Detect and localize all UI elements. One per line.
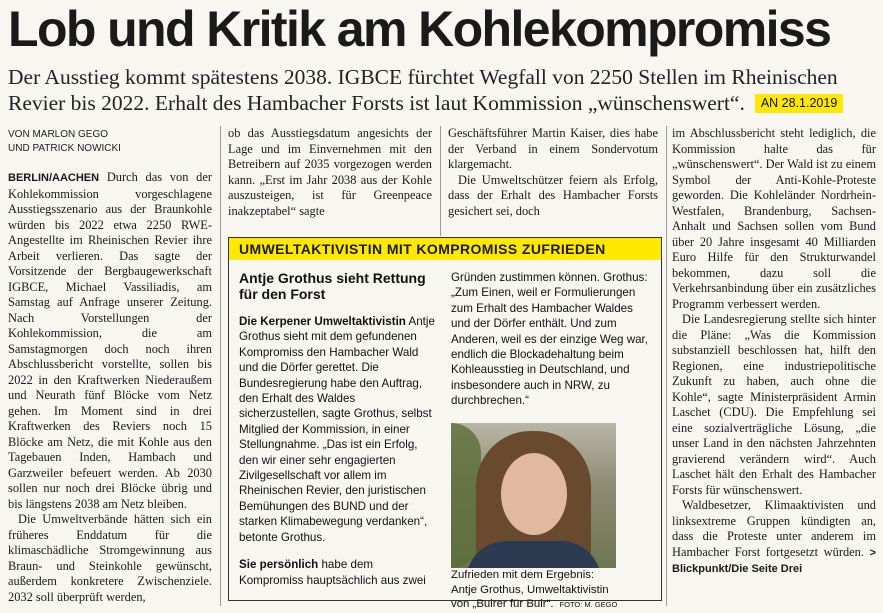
article-column-2 bbox=[228, 126, 432, 222]
paragraph-text: Durch das von der Kohlekommission vorgeschlagene Ausstiegsszenario aus der Braunkohle würden bis 2022 etwa 2250 RWE-Angestellte im Rheinischen Revier ihre Arbeit verlieren. Das sagte der Vorsitzende der Bergbaugewerkschaft IGBCE, Michael Vassiliadis, am Samstag auf Anfrage unserer Zeitung. Nach Vorstellungen der Kohlekommission, die am Samstagmorgen doch noch ihren Abschlussbericht vorstellte, sollen bis 2022 in den Kraftwerken Niederaußem und Neurath fünf Blöcke vom Netz gehen. Im Moment sind in drei Kraftwerken des Reviers noch 15 Blöcke am Netz, die mit Kohle aus den Tagebauen Inden, Hambach und Garzweiler befeuert werden. Ab 2030 sollen nur noch drei Blöcke übrig und bis längstens 2038 am Netz bleiben. bbox=[8, 170, 212, 511]
portrait-photo bbox=[451, 423, 616, 568]
box-lead: Die Kerpener Umweltaktivistin bbox=[239, 315, 406, 328]
column-rule bbox=[220, 126, 221, 606]
subhead-text: Der Ausstieg kommt spätestens 2038. IGBCE fürchtet Wegfall von 2250 Stellen im Rheinischen Revier bis 2022. Erhalt des Hambacher Forsts ist laut Kommission „wünschenswert“. bbox=[8, 65, 838, 115]
caption-line bbox=[451, 597, 651, 613]
caption-line: Antje Grothus, Umweltaktivistin bbox=[451, 583, 609, 596]
box-text: habe dem Kompromiss hauptsächlich aus zwei bbox=[239, 558, 426, 587]
date-tag: AN 28.1.2019 bbox=[755, 94, 843, 113]
column-rule bbox=[666, 126, 667, 606]
byline bbox=[8, 128, 208, 156]
sidebar-box bbox=[228, 237, 662, 610]
byline-author-2: UND PATRICK NOWICKI bbox=[8, 143, 121, 154]
box-paragraph bbox=[239, 314, 437, 545]
article-paragraph: Die Umweltverbände hätten sich ein früheres Enddatum für die klimaschädliche Stromgewinnung aus Braun- und Steinkohle gewünscht, außerdem konkretere Zwischenziele. 2032 soll überprüft werden, bbox=[8, 512, 212, 604]
article-paragraph: ob das Ausstiegsdatum angesichts der Lage und im Einvernehmen mit den Betreibern auf 2035 vorgezogen werden kann. „Erst im Jahr 2038 aus der Kohle auszusteigen, ist für Greenpeace inakzeptabel“ sagte bbox=[228, 126, 432, 218]
byline-author-1: VON MARLON GEGO bbox=[8, 129, 109, 140]
article-paragraph: Die Umweltschützer feiern als Erfolg, dass der Erhalt des Hambacher Forsts gesichert sei, doch bbox=[448, 172, 658, 218]
box-column-right bbox=[451, 270, 651, 420]
article-paragraph bbox=[8, 170, 212, 512]
headline: Lob und Kritik am Kohlekompromiss bbox=[8, 1, 831, 57]
box-text: Antje Grothus sieht mit dem gefundenen Kompromiss den Hambacher Wald und die Dörfer gerettet. Die Bundesregierung habe den Auftrag, den Erhalt des Waldes sicherzustellen, sagte Grothus, selbst Mitglied der Kommission, in einer Stellungnahme. „Das ist ein Erfolg, den wir einer sehr engagierten Zivilgesellschaft vor allem im Rheinischen Revier, den juristischen Bemühungen des BUND und der starken Klimabewegung verdanken“, betonte Grothus. bbox=[239, 315, 435, 544]
dateline: BERLIN/AACHEN bbox=[8, 172, 100, 184]
caption-line: Zufrieden mit dem Ergebnis: bbox=[451, 569, 595, 581]
photo-caption bbox=[451, 568, 651, 613]
article-column-1 bbox=[8, 170, 212, 605]
cross-reference: > Blickpunkt/Die Seite Drei bbox=[672, 546, 876, 575]
article-column-3 bbox=[448, 126, 658, 222]
article-paragraph bbox=[672, 498, 876, 578]
subhead bbox=[8, 64, 880, 116]
caption-text: von „Buirer für Buir“. bbox=[451, 598, 554, 610]
article-paragraph: im Abschlussbericht steht lediglich, die Kommission halte das für „wünschenswert“. Der Wald ist zu einem Symbol der Anti-Kohle-Proteste geworden. Die Kohleländer Nordrhein-Westfalen, Brandenburg, Sachsen-Anhalt und Sachsen sollen vom Bund über 20 Jahre insgesamt 40 Milliarden Euro Hilfe für den Strukturwandel bekommen, dazu soll die Verkehrsanbindung über ein zusätzliches Programm verbessert werden. bbox=[672, 126, 876, 311]
article-column-4 bbox=[672, 126, 876, 606]
column-rule bbox=[440, 126, 441, 236]
article-paragraph: Geschäftsführer Martin Kaiser, dies habe der Verband in einem Sondervotum klargemacht. bbox=[448, 126, 658, 171]
box-lead: Sie persönlich bbox=[239, 558, 319, 572]
box-column-left bbox=[239, 270, 437, 594]
box-title: Antje Grothus sieht Rettung für den Forst bbox=[239, 270, 426, 302]
article-paragraph: Die Landesregierung stellte sich hinter die Pläne: „Was die Kommission substanziell beschlossen hat, hilft den Regionen, eine industriepolitische Zukunft zu haben, auch ohne die Kohle“, sagte Ministerpräsident Armin Laschet (CDU). Die Empfehlung sei eine sozialverträgliche Lösung, „die unser Land in den nächsten Jahrzehnten gravierend verändern wird“. Auch Laschet hält den Erhalt des Hambacher Forsts für wünschenswert. bbox=[672, 312, 876, 497]
box-paragraph bbox=[239, 557, 437, 588]
photo-credit: FOTO: M. GEGO bbox=[559, 600, 618, 609]
box-header: UMWELTAKTIVISTIN MIT KOMPROMISS ZUFRIEDEN bbox=[229, 238, 661, 260]
paragraph-text: Waldbesetzer, Klimaaktivisten und linksextreme Gruppen kündigten an, dass die Proteste unter anderem im Hambacher Forst fortgesetzt würden. bbox=[672, 498, 876, 559]
photo-face bbox=[501, 453, 567, 535]
box-paragraph: Gründen zustimmen können. Grothus: „Zum Einen, weil er Formulierungen zum Erhalt des Hambacher Waldes und der Dörfer enthält. Und zum Anderen, weil es der einzige Weg war, endlich die Blockadehaltung beim Kohleausstieg in Deutschland, und insbesondere auch in NRW, zu durchbrechen.“ bbox=[451, 271, 648, 408]
